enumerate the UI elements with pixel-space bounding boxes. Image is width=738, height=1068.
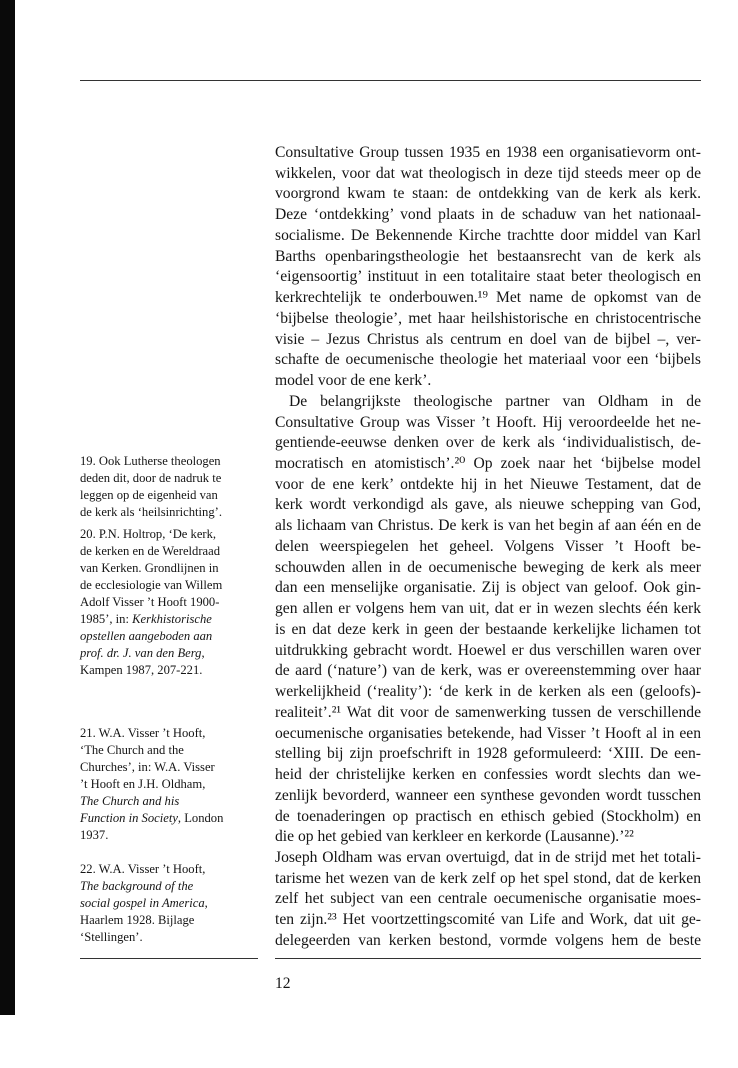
text-line: schouwden allen in de oecumenische beweging de kerk als meer bbox=[275, 558, 701, 576]
footnote-text: Haarlem 1928. Bijlage bbox=[80, 913, 195, 927]
footnote-italic-text: prof. dr. J. van den Berg bbox=[80, 646, 202, 660]
text-line: is en dat deze kerk in geen der bestaande kerkelijke lichamen tot bbox=[275, 620, 701, 638]
text-line: als lichaam van Christus. De kerk is van het begin af aan één en de bbox=[275, 517, 701, 535]
text-line: mocratisch en atomistisch’.²⁰ Op zoek naar het ‘bijbelse model bbox=[275, 455, 701, 473]
footnote-text: 1937. bbox=[80, 828, 109, 842]
text-line: socialisme. De Bekennende Kirche trachtte door middel van Karl bbox=[275, 226, 701, 244]
text-line: Deze ‘ontdekking’ vond plaats in de schaduw van het nationaal- bbox=[275, 206, 701, 224]
footnote-line bbox=[80, 645, 222, 662]
footnote-text: van Kerken. Grondlijnen in bbox=[80, 561, 219, 575]
footnote-20 bbox=[80, 526, 222, 679]
footnote-text: 19. Ook Lutherse theologen bbox=[80, 454, 221, 468]
text-line: tarisme het wezen van de kerk zelf op het spel stond, dat de kerken bbox=[275, 869, 701, 887]
text-line: Joseph Oldham was ervan overtuigd, dat in de strijd met het totali- bbox=[275, 848, 701, 866]
footnote-text: 20. P.N. Holtrop, ‘De kerk, bbox=[80, 527, 217, 541]
text-line: zelf het subject van een centrale oecumenische organisatie moes- bbox=[275, 890, 701, 908]
text-line: voor de ene kerk’ ontdekte hij in het Nieuwe Testament, dat de bbox=[275, 475, 701, 493]
footnote-line bbox=[80, 742, 223, 759]
footnote-text: , bbox=[204, 896, 208, 910]
text-line: delegeerden van kerken bestond, vormde volgens hem de beste bbox=[275, 931, 701, 949]
footnote-21 bbox=[80, 725, 223, 844]
text-line: werkelijkheid (‘reality’): ‘de kerk in de kerken als een (geloofs)- bbox=[275, 683, 701, 701]
text-line: dan een menselijke organisatie. Zij is object van geloof. Ook gin- bbox=[275, 579, 701, 597]
text-line: uitdrukking gebracht wordt. Hoewel er dus verschillen waren over bbox=[275, 641, 701, 659]
text-line: oecumenische organisaties betekende, had Visser ’t Hooft al in een bbox=[275, 724, 701, 742]
text-line: gentiende-eeuwse denken over de kerk als ‘individualistisch, de- bbox=[275, 434, 701, 452]
footnote-text: ‘The Church and the bbox=[80, 743, 184, 757]
footnote-line bbox=[80, 594, 222, 611]
header-rule bbox=[80, 80, 701, 81]
footnote-line bbox=[80, 793, 223, 810]
footnote-line bbox=[80, 759, 223, 776]
text-line: zenlijk bevorderd, wanneer een synthese gevonden wordt tusschen bbox=[275, 786, 701, 804]
footnote-text: de kerk als ‘heilsinrichting’. bbox=[80, 505, 222, 519]
text-line: kerk wordt verkondigd als gave, als nieuwe schepping van God, bbox=[275, 496, 701, 514]
text-line: visie – Jezus Christus als centrum en doel van de bijbel –, ver- bbox=[275, 330, 701, 348]
footnote-line bbox=[80, 878, 208, 895]
text-line: stelling bij zijn proefschrift in 1928 geformuleerd: ‘XIII. De een- bbox=[275, 745, 701, 763]
footnote-text: Kampen 1987, 207-221. bbox=[80, 663, 203, 677]
main-text-column bbox=[275, 143, 701, 952]
text-line: realiteit’.²¹ Wat dit voor de samenwerking tussen de verschillende bbox=[275, 703, 701, 721]
page-number: 12 bbox=[275, 975, 291, 992]
text-line: Consultative Group tussen 1935 en 1938 een organisatievorm ont- bbox=[275, 144, 701, 161]
footnote-text: ’t Hooft en J.H. Oldham, bbox=[80, 777, 206, 791]
footnote-text: deden dit, door de nadruk te bbox=[80, 471, 222, 485]
footnote-line bbox=[80, 453, 222, 470]
footnote-italic-text: social gospel in America bbox=[80, 896, 205, 910]
footnote-line bbox=[80, 912, 208, 929]
footnote-text: 1985’, in: bbox=[80, 612, 133, 626]
footnote-text: 22. W.A. Visser ’t Hooft, bbox=[80, 862, 206, 876]
footnote-italic-text: The Church and his bbox=[80, 794, 180, 808]
footnote-line bbox=[80, 611, 222, 628]
footnote-line bbox=[80, 504, 222, 521]
footnote-line bbox=[80, 776, 223, 793]
footnote-22 bbox=[80, 861, 208, 946]
text-line: wikkelen, voor dat wat theologisch in deze tijd steeds meer op de bbox=[275, 164, 701, 182]
text-line: de toenaderingen op practisch en ethisch gebied (Stockholm) en bbox=[275, 807, 701, 825]
text-line: ten zijn.²³ Het voortzettingscomité van Life and Work, dat uit ge- bbox=[275, 911, 701, 929]
footnote-line bbox=[80, 543, 222, 560]
text-line: kerkrechtelijk te onderbouwen.¹⁹ Met name de opkomst van de bbox=[275, 289, 701, 307]
text-line: De belangrijkste theologische partner van Oldham in de bbox=[289, 392, 701, 410]
footnote-bottom-rule bbox=[80, 958, 258, 959]
text-line: Barths openbaringstheologie het bestaansrecht van de kerk als bbox=[275, 247, 701, 265]
footnote-line bbox=[80, 827, 223, 844]
text-line: schafte de oecumenische theologie het materiaal voor een ‘bijbels bbox=[275, 351, 701, 369]
footnote-italic-text: opstellen aangeboden aan bbox=[80, 629, 213, 643]
footnote-line bbox=[80, 810, 223, 827]
footnote-text: Churches’, in: W.A. Visser bbox=[80, 760, 215, 774]
text-line: voorgrond kwam te staan: de ontdekking van de kerk als kerk. bbox=[275, 185, 701, 203]
footnote-text: de ecclesiologie van Willem bbox=[80, 578, 223, 592]
footnote-text: Adolf Visser ’t Hooft 1900- bbox=[80, 595, 220, 609]
footnote-text: leggen op de eigenheid van bbox=[80, 488, 218, 502]
footnote-line bbox=[80, 725, 223, 742]
footnote-line bbox=[80, 560, 222, 577]
text-line: model voor de ene kerk’. bbox=[275, 372, 432, 390]
footnote-line bbox=[80, 577, 222, 594]
footnote-text: de kerken en de Wereldraad bbox=[80, 544, 221, 558]
text-line: ‘eigensoortig’ instituut in een totalitaire staat beter theologisch en bbox=[275, 268, 701, 286]
footnote-line bbox=[80, 861, 208, 878]
footnote-line bbox=[80, 662, 222, 679]
footnote-line bbox=[80, 628, 222, 645]
footnote-italic-text: Kerkhistorische bbox=[132, 612, 212, 626]
text-line: Consultative Group was Visser ’t Hooft. Hij veroordeelde het ne- bbox=[275, 413, 701, 431]
text-line: gen allen er volgens hem van uit, dat er in wezen slechts één kerk bbox=[275, 600, 701, 618]
text-line: heid der christelijke kerken en confessies wordt slechts dan we- bbox=[275, 766, 701, 784]
footnote-text: , bbox=[201, 646, 205, 660]
footnote-line bbox=[80, 895, 208, 912]
text-line: die op het gebied van kerkleer en kerkorde (Lausanne).’²² bbox=[275, 828, 634, 846]
footnote-line bbox=[80, 526, 222, 543]
footnote-19 bbox=[80, 453, 222, 521]
text-line: ‘bijbelse theologie’, met haar heilshistorische en christocentrische bbox=[275, 309, 701, 327]
text-line: de aard (‘nature’) van de kerk, was er overeenstemming over haar bbox=[275, 662, 701, 680]
footnote-text: ‘Stellingen’. bbox=[80, 930, 143, 944]
footnote-line bbox=[80, 487, 222, 504]
footnote-line bbox=[80, 929, 208, 946]
text-line: delen weerspiegelen het geheel. Volgens Visser ’t Hooft be- bbox=[275, 537, 701, 555]
footnote-italic-text: Function in Society bbox=[80, 811, 178, 825]
footnote-italic-text: The background of the bbox=[80, 879, 194, 893]
footnote-line bbox=[80, 470, 222, 487]
footnote-text: , London bbox=[177, 811, 224, 825]
footnote-text: 21. W.A. Visser ’t Hooft, bbox=[80, 726, 206, 740]
main-bottom-rule bbox=[275, 958, 701, 959]
scan-binding-edge bbox=[0, 0, 15, 1015]
